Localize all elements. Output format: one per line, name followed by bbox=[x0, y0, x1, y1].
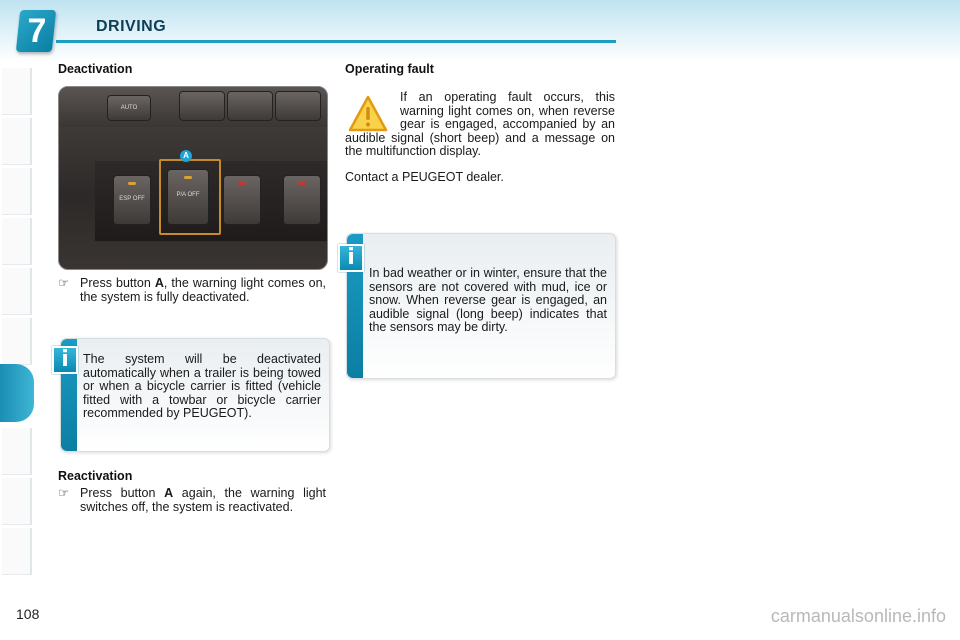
instruction-prefix: Press button bbox=[80, 486, 165, 500]
instruction-suffix: again, the warning light switches off, the system is reactivated. bbox=[80, 486, 327, 514]
defrost-button-image bbox=[179, 91, 225, 121]
info-icon: i bbox=[338, 244, 364, 272]
reactivation-instruction-text bbox=[80, 487, 326, 514]
instruction-prefix: Press button bbox=[80, 276, 155, 290]
header-rule bbox=[56, 40, 616, 43]
chapter-tab[interactable] bbox=[2, 68, 32, 115]
warning-icon-spacer bbox=[345, 91, 400, 131]
trailer-info-box bbox=[60, 338, 330, 452]
reactivation-instruction bbox=[58, 487, 326, 531]
rear-defrost-button-image bbox=[227, 91, 273, 121]
chapter-tabs bbox=[0, 62, 34, 582]
chapter-tab[interactable] bbox=[2, 168, 32, 215]
alarm-button-image bbox=[283, 175, 321, 225]
chapter-tab[interactable] bbox=[2, 528, 32, 575]
chapter-tab[interactable] bbox=[2, 478, 32, 525]
button-a-marker: A bbox=[180, 150, 192, 162]
weather-info-box bbox=[346, 233, 616, 379]
deactivation-heading: Deactivation bbox=[58, 62, 133, 76]
weather-info-text: In bad weather or in winter, ensure that the sensors are not covered with mud, ice or snow. When reverse gear is engaged, an audible signal (long beep) indicates that the sensors may be dirty. bbox=[369, 266, 607, 334]
chapter-tab[interactable] bbox=[2, 268, 32, 315]
instruction-suffix: , the warning light comes on, the system is fully deactivated. bbox=[80, 276, 326, 304]
operating-fault-heading: Operating fault bbox=[345, 62, 434, 76]
lock-led bbox=[238, 182, 246, 185]
button-reference: A bbox=[164, 486, 174, 500]
recirculation-button-image bbox=[275, 91, 321, 121]
operating-fault-text bbox=[345, 91, 615, 171]
lock-button-image bbox=[223, 175, 261, 225]
page-number: 108 bbox=[16, 606, 40, 622]
dashboard-photo bbox=[58, 86, 328, 270]
chapter-number: 7 bbox=[27, 12, 47, 50]
button-reference: A bbox=[154, 276, 164, 290]
hand-pointer-icon: ☞ bbox=[58, 486, 70, 500]
chapter-tab[interactable] bbox=[2, 318, 32, 365]
contact-dealer-text: Contact a PEUGEOT dealer. bbox=[345, 170, 504, 184]
parking-assist-button-label: P/A OFF bbox=[176, 192, 200, 198]
auto-button-label: AUTO bbox=[120, 105, 138, 111]
chapter-tab[interactable] bbox=[2, 118, 32, 165]
esp-button-label: ESP OFF bbox=[119, 196, 145, 202]
esp-button-image bbox=[113, 175, 151, 225]
deactivation-instruction bbox=[58, 277, 326, 321]
chapter-tab-active[interactable] bbox=[0, 364, 34, 422]
alarm-led bbox=[298, 182, 306, 185]
chapter-tab[interactable] bbox=[2, 218, 32, 265]
operating-fault-description: If an operating fault occurs, this warning light comes on, when reverse gear is engaged, accompanied by an audible signal (short beep) and a message on the multifunction display. bbox=[345, 90, 615, 158]
reactivation-heading: Reactivation bbox=[58, 469, 133, 483]
watermark: carmanualsonline.info bbox=[770, 606, 946, 626]
trailer-info-text: The system will be deactivated automatically when a trailer is being towed or when a bicycle carrier is fitted (vehicle fitted with a towbar or bicycle carrier recommended by PEUGEOT). bbox=[83, 352, 321, 420]
chapter-tab[interactable] bbox=[2, 428, 32, 475]
selected-button-highlight bbox=[159, 159, 221, 235]
chapter-title: DRIVING bbox=[96, 18, 167, 35]
esp-led bbox=[128, 182, 136, 185]
auto-button-image bbox=[107, 95, 151, 121]
hand-pointer-icon: ☞ bbox=[58, 276, 70, 290]
info-icon: i bbox=[52, 346, 78, 374]
deactivation-instruction-text bbox=[80, 277, 326, 304]
